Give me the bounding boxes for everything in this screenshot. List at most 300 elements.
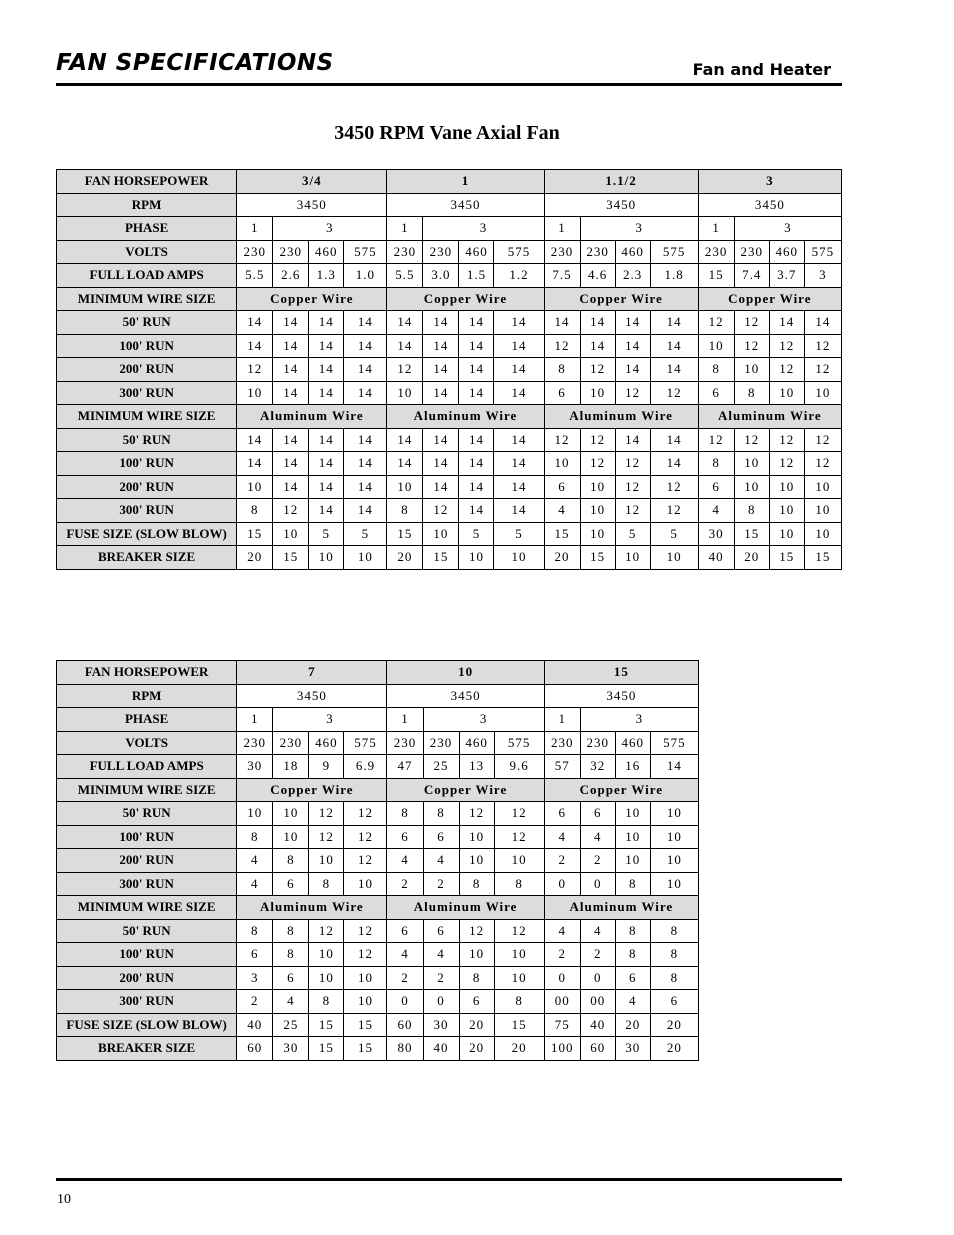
cell-value: 14 [459,311,494,335]
cell-value: 14 [309,358,344,382]
cell-value: 10 [650,546,698,570]
section-title: FAN SPECIFICATIONS [56,50,334,76]
cell-value: 230 [387,240,423,264]
cell-value: 15 [698,264,734,288]
cell-value: 6 [615,966,650,990]
cell-value: 10 [615,802,650,826]
section-subtitle: Fan and Heater [692,60,831,79]
cell-value: 14 [237,334,273,358]
cell-value: 460 [769,240,804,264]
cell-value: 230 [387,731,423,755]
fan-spec-table-2 [56,660,699,1061]
cell-value: 30 [615,1037,650,1061]
cell-value: 14 [344,499,387,523]
cell-value: 10 [615,849,650,873]
cell-value: 14 [494,475,544,499]
cell-value: 12 [650,475,698,499]
cell-value: 1.3 [309,264,344,288]
cell-value: 14 [650,334,698,358]
cell-value: 10 [734,358,769,382]
cell-value: 12 [544,428,580,452]
cell-value: 00 [544,990,580,1014]
cell-value: 10 [769,381,804,405]
cell-value: 10 [769,499,804,523]
cell-value: 14 [273,428,309,452]
cell-value: 8 [698,358,734,382]
cell-value: 15 [309,1013,344,1037]
cell-value: 14 [273,452,309,476]
cell-value: 14 [309,428,344,452]
row-rpm [57,193,842,217]
cell-value: 4 [580,919,615,943]
cell-value: 15 [309,1037,344,1061]
cell-value: 460 [309,731,344,755]
cell-value: 10 [344,966,387,990]
cell-value: 0 [423,990,459,1014]
cell-value: 10 [344,546,387,570]
horsepower-value: 10 [387,661,544,685]
label-breaker-size: BREAKER SIZE [57,546,237,570]
aluminum-wire-label: Aluminum Wire [698,405,841,429]
cell-value: 230 [423,731,459,755]
cell-value: 8 [459,872,494,896]
aluminum-wire-label: Aluminum Wire [544,405,698,429]
cell-value: 14 [769,311,804,335]
cell-value: 14 [650,358,698,382]
cell-value: 230 [423,240,459,264]
cell-value: 2 [423,966,459,990]
cell-value: 8 [273,849,309,873]
cell-value: 10 [494,966,544,990]
footer-rule [56,1178,842,1181]
cell-value: 8 [459,966,494,990]
cell-value: 8 [237,825,273,849]
label-full-load-amps: FULL LOAD AMPS [57,264,237,288]
cell-value: 12 [309,802,344,826]
cell-value: 2.3 [615,264,650,288]
phase-value: 1 [387,217,423,241]
cell-value: 5.5 [387,264,423,288]
cell-value: 12 [615,381,650,405]
cell-value: 10 [459,943,494,967]
phase-value: 1 [387,708,423,732]
cell-value: 10 [734,475,769,499]
label-300-run: 300' RUN [57,381,237,405]
cell-value: 14 [494,358,544,382]
cell-value: 14 [494,428,544,452]
rpm-value: 3450 [237,193,387,217]
cell-value: 60 [387,1013,423,1037]
row-fuse-size [57,1013,699,1037]
cell-value: 15 [804,546,841,570]
aluminum-wire-label: Aluminum Wire [237,896,387,920]
cell-value: 100 [544,1037,580,1061]
cell-value: 14 [615,334,650,358]
cell-value: 5 [309,522,344,546]
cell-value: 14 [650,311,698,335]
cell-value: 14 [423,428,459,452]
cell-value: 14 [387,452,423,476]
cell-value: 10 [494,546,544,570]
cell-value: 20 [734,546,769,570]
label-200-run: 200' RUN [57,966,237,990]
cell-value: 6 [387,919,423,943]
cell-value: 575 [344,240,387,264]
cell-value: 15 [344,1037,387,1061]
cell-value: 12 [459,802,494,826]
label-minimum-wire-size: MINIMUM WIRE SIZE [57,405,237,429]
label-volts: VOLTS [57,240,237,264]
cell-value: 10 [237,802,273,826]
cell-value: 5 [494,522,544,546]
row-min-wire-aluminum [57,896,699,920]
label-100-run: 100' RUN [57,452,237,476]
cell-value: 15 [580,546,615,570]
cell-value: 3.7 [769,264,804,288]
cell-value: 4 [615,990,650,1014]
cell-value: 5 [650,522,698,546]
cell-value: 47 [387,755,423,779]
cell-value: 10 [650,849,698,873]
cell-value: 10 [494,943,544,967]
cell-value: 32 [580,755,615,779]
cell-value: 40 [580,1013,615,1037]
cell-value: 2 [423,872,459,896]
label-fan-horsepower: FAN HORSEPOWER [57,661,237,685]
cell-value: 14 [273,475,309,499]
cell-value: 10 [344,872,387,896]
cell-value: 230 [734,240,769,264]
row-aluminum-300-run [57,499,842,523]
cell-value: 14 [423,381,459,405]
cell-value: 6.9 [344,755,387,779]
cell-value: 230 [273,731,309,755]
cell-value: 12 [423,499,459,523]
cell-value: 20 [459,1037,494,1061]
cell-value: 15 [769,546,804,570]
cell-value: 2 [237,990,273,1014]
cell-value: 4 [387,943,423,967]
cell-value: 15 [494,1013,544,1037]
row-fuse-size [57,522,842,546]
row-fan-horsepower [57,170,842,194]
cell-value: 10 [237,475,273,499]
label-50-run: 50' RUN [57,919,237,943]
cell-value: 10 [387,381,423,405]
cell-value: 0 [387,990,423,1014]
cell-value: 3.0 [423,264,459,288]
row-copper-300-run [57,872,699,896]
cell-value: 20 [615,1013,650,1037]
cell-value: 14 [423,358,459,382]
label-200-run: 200' RUN [57,849,237,873]
phase-value: 1 [237,217,273,241]
row-copper-100-run [57,825,699,849]
cell-value: 14 [309,334,344,358]
cell-value: 14 [459,475,494,499]
cell-value: 12 [344,802,387,826]
cell-value: 25 [273,1013,309,1037]
label-50-run: 50' RUN [57,311,237,335]
cell-value: 7.4 [734,264,769,288]
cell-value: 14 [423,334,459,358]
label-phase: PHASE [57,708,237,732]
cell-value: 8 [309,872,344,896]
label-minimum-wire-size: MINIMUM WIRE SIZE [57,896,237,920]
label-rpm: RPM [57,193,237,217]
cell-value: 6 [698,475,734,499]
phase-value: 3 [273,708,387,732]
cell-value: 6 [273,872,309,896]
cell-value: 10 [615,546,650,570]
row-min-wire-aluminum [57,405,842,429]
cell-value: 0 [580,872,615,896]
label-volts: VOLTS [57,731,237,755]
cell-value: 7.5 [544,264,580,288]
cell-value: 14 [344,475,387,499]
cell-value: 6 [459,990,494,1014]
cell-value: 12 [494,802,544,826]
cell-value: 14 [423,452,459,476]
cell-value: 8 [734,381,769,405]
cell-value: 12 [344,919,387,943]
cell-value: 14 [459,381,494,405]
cell-value: 14 [344,428,387,452]
cell-value: 20 [387,546,423,570]
cell-value: 12 [494,825,544,849]
cell-value: 30 [237,755,273,779]
label-minimum-wire-size: MINIMUM WIRE SIZE [57,287,237,311]
row-phase [57,708,699,732]
cell-value: 15 [273,546,309,570]
row-copper-300-run [57,381,842,405]
cell-value: 8 [237,919,273,943]
rpm-value: 3450 [237,684,387,708]
label-phase: PHASE [57,217,237,241]
row-aluminum-100-run [57,452,842,476]
cell-value: 575 [804,240,841,264]
cell-value: 6 [237,943,273,967]
cell-value: 4.6 [580,264,615,288]
cell-value: 12 [698,311,734,335]
cell-value: 10 [459,546,494,570]
row-aluminum-100-run [57,943,699,967]
cell-value: 1.0 [344,264,387,288]
cell-value: 40 [423,1037,459,1061]
cell-value: 12 [804,452,841,476]
cell-value: 10 [650,825,698,849]
cell-value: 10 [580,499,615,523]
cell-value: 4 [387,849,423,873]
phase-value: 3 [734,217,841,241]
horsepower-value: 15 [544,661,698,685]
cell-value: 8 [387,499,423,523]
cell-value: 230 [580,240,615,264]
cell-value: 12 [344,825,387,849]
cell-value: 230 [237,731,273,755]
phase-value: 1 [237,708,273,732]
cell-value: 14 [494,499,544,523]
document-title: 3450 RPM Vane Axial Fan [334,122,560,144]
cell-value: 0 [544,966,580,990]
row-aluminum-300-run [57,990,699,1014]
cell-value: 2.6 [273,264,309,288]
cell-value: 57 [544,755,580,779]
row-rpm [57,684,699,708]
cell-value: 4 [423,849,459,873]
cell-value: 12 [615,452,650,476]
phase-value: 3 [580,217,698,241]
cell-value: 10 [734,452,769,476]
cell-value: 230 [698,240,734,264]
row-breaker-size [57,546,842,570]
cell-value: 12 [237,358,273,382]
label-fuse-size: FUSE SIZE (SLOW BLOW) [57,522,237,546]
cell-value: 30 [273,1037,309,1061]
cell-value: 4 [544,919,580,943]
cell-value: 6 [698,381,734,405]
cell-value: 12 [459,919,494,943]
copper-wire-label: Copper Wire [698,287,841,311]
cell-value: 8 [273,919,309,943]
cell-value: 10 [387,475,423,499]
cell-value: 14 [344,452,387,476]
cell-value: 4 [544,499,580,523]
cell-value: 12 [769,428,804,452]
phase-value: 1 [698,217,734,241]
row-aluminum-50-run [57,919,699,943]
cell-value: 4 [273,990,309,1014]
cell-value: 5 [459,522,494,546]
cell-value: 12 [580,358,615,382]
cell-value: 9.6 [494,755,544,779]
row-aluminum-50-run [57,428,842,452]
cell-value: 14 [459,428,494,452]
cell-value: 25 [423,755,459,779]
cell-value: 10 [544,452,580,476]
cell-value: 12 [650,499,698,523]
cell-value: 14 [237,311,273,335]
horsepower-value: 7 [237,661,387,685]
cell-value: 10 [494,849,544,873]
cell-value: 10 [580,381,615,405]
cell-value: 10 [459,849,494,873]
phase-value: 3 [580,708,698,732]
cell-value: 6 [544,475,580,499]
cell-value: 14 [459,358,494,382]
cell-value: 8 [544,358,580,382]
cell-value: 6 [273,966,309,990]
cell-value: 15 [423,546,459,570]
cell-value: 14 [237,452,273,476]
cell-value: 8 [650,966,698,990]
aluminum-wire-label: Aluminum Wire [544,896,698,920]
copper-wire-label: Copper Wire [387,778,544,802]
cell-value: 2 [544,849,580,873]
phase-value: 1 [544,217,580,241]
cell-value: 10 [273,802,309,826]
cell-value: 40 [698,546,734,570]
cell-value: 20 [650,1013,698,1037]
phase-value: 3 [423,217,544,241]
cell-value: 14 [615,311,650,335]
horsepower-value: 1.1/2 [544,170,698,194]
cell-value: 14 [650,428,698,452]
label-300-run: 300' RUN [57,499,237,523]
cell-value: 12 [344,849,387,873]
cell-value: 14 [494,334,544,358]
cell-value: 20 [544,546,580,570]
cell-value: 15 [734,522,769,546]
cell-value: 230 [273,240,309,264]
copper-wire-label: Copper Wire [544,287,698,311]
cell-value: 10 [804,499,841,523]
cell-value: 10 [580,475,615,499]
cell-value: 575 [650,731,698,755]
cell-value: 10 [459,825,494,849]
cell-value: 12 [769,334,804,358]
cell-value: 4 [237,849,273,873]
cell-value: 12 [804,334,841,358]
cell-value: 20 [650,1037,698,1061]
cell-value: 8 [494,990,544,1014]
cell-value: 14 [580,311,615,335]
cell-value: 15 [387,522,423,546]
cell-value: 14 [237,428,273,452]
cell-value: 12 [344,943,387,967]
cell-value: 10 [309,546,344,570]
cell-value: 12 [615,475,650,499]
label-rpm: RPM [57,684,237,708]
cell-value: 12 [734,334,769,358]
label-200-run: 200' RUN [57,358,237,382]
cell-value: 14 [309,499,344,523]
cell-value: 575 [494,240,544,264]
aluminum-wire-label: Aluminum Wire [387,896,544,920]
row-min-wire-copper [57,778,699,802]
row-aluminum-200-run [57,475,842,499]
horsepower-value: 3/4 [237,170,387,194]
page-number: 10 [57,1192,71,1207]
cell-value: 8 [698,452,734,476]
cell-value: 14 [387,334,423,358]
header-rule [56,83,842,86]
cell-value: 16 [615,755,650,779]
cell-value: 575 [494,731,544,755]
aluminum-wire-label: Aluminum Wire [387,405,544,429]
cell-value: 14 [544,311,580,335]
cell-value: 14 [344,311,387,335]
cell-value: 10 [344,990,387,1014]
cell-value: 8 [615,872,650,896]
label-fan-horsepower: FAN HORSEPOWER [57,170,237,194]
cell-value: 14 [273,334,309,358]
cell-value: 8 [650,919,698,943]
cell-value: 230 [544,731,580,755]
row-fan-horsepower [57,661,699,685]
cell-value: 18 [273,755,309,779]
aluminum-wire-label: Aluminum Wire [237,405,387,429]
cell-value: 10 [309,943,344,967]
cell-value: 12 [494,919,544,943]
cell-value: 14 [309,452,344,476]
rpm-value: 3450 [387,684,544,708]
copper-wire-label: Copper Wire [237,287,387,311]
cell-value: 6 [387,825,423,849]
phase-value: 1 [544,708,580,732]
rpm-value: 3450 [387,193,544,217]
cell-value: 460 [459,240,494,264]
